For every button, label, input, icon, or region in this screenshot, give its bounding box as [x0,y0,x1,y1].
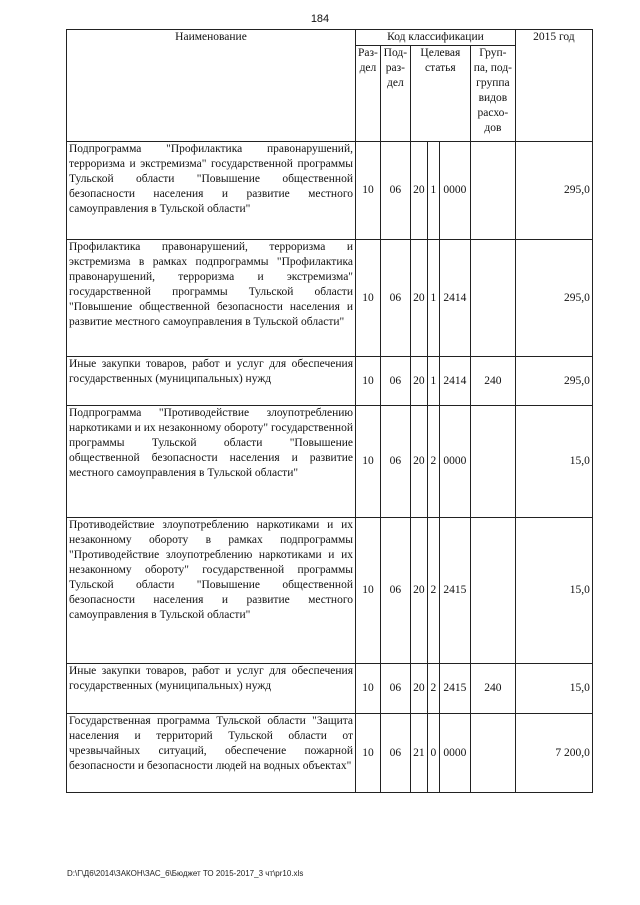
row-target-part-1: 21 [410,714,427,793]
row-expense-group [470,518,515,664]
table-row [67,240,593,357]
row-target-part-2: 1 [427,142,439,240]
row-target-part-1: 20 [410,664,427,714]
row-amount: 295,0 [515,240,592,357]
row-amount: 295,0 [515,357,592,406]
row-subsection: 06 [380,142,410,240]
header-classification: Код классификации [356,30,516,46]
table-row [67,406,593,518]
row-amount: 295,0 [515,142,592,240]
row-subsection: 06 [380,240,410,357]
row-target-part-3: 2415 [439,518,470,664]
row-target-part-1: 20 [410,518,427,664]
table-row [67,664,593,714]
row-name: Профилактика правонарушений, терроризма и экстремизма в рамках подпрограммы "Профилактика правонарушений, терроризма и экстремизма" государственной программы Тульской области "Повышение общественной безопасности населения и развитие местного самоуправления в Тульской области" [67,240,356,357]
header-expense-group: Груп- па, под- группа видов расхо- дов [470,46,515,142]
row-target-part-2: 2 [427,406,439,518]
row-name: Подпрограмма "Противодействие злоупотреблению наркотиками и их незаконному обороту" государственной программы Тульской области "Повышение общественной безопасности населения и развитие местного самоуправления в Тульской области" [67,406,356,518]
row-amount: 15,0 [515,518,592,664]
row-target-part-2: 2 [427,664,439,714]
row-target-part-1: 20 [410,142,427,240]
row-name: Иные закупки товаров, работ и услуг для обеспечения государственных (муниципальных) нужд [67,357,356,406]
table-row [67,518,593,664]
row-subsection: 06 [380,518,410,664]
row-target-part-3: 0000 [439,714,470,793]
budget-table [66,29,593,793]
header-name: Наименование [67,30,356,142]
row-subsection: 06 [380,664,410,714]
row-name: Противодействие злоупотреблению наркотиками и их незаконному обороту в рамках подпрограммы "Противодействие злоупотреблению наркотиками и их незаконному обороту" государственной программы Тульской области "Повышение общественной безопасности населения и развитие местного самоуправления в Тульской области" [67,518,356,664]
row-section: 10 [356,714,381,793]
row-target-part-2: 2 [427,518,439,664]
header-target-article: Целевая статья [410,46,470,142]
header-row-top [67,30,593,46]
row-amount: 15,0 [515,406,592,518]
row-target-part-3: 2415 [439,664,470,714]
row-target-part-2: 0 [427,714,439,793]
page-number: 184 [310,13,330,25]
row-amount: 7 200,0 [515,714,592,793]
header-section: Раз- дел [356,46,381,142]
row-target-part-3: 0000 [439,142,470,240]
row-target-part-1: 20 [410,357,427,406]
table-row [67,714,593,793]
row-name: Подпрограмма "Профилактика правонарушений, терроризма и экстремизма" государственной программы Тульской области "Повышение общественной безопасности населения и развитие местного самоуправления в Тульской области" [67,142,356,240]
row-subsection: 06 [380,714,410,793]
row-target-part-2: 1 [427,357,439,406]
row-name: Иные закупки товаров, работ и услуг для обеспечения государственных (муниципальных) нужд [67,664,356,714]
row-target-part-1: 20 [410,406,427,518]
header-subsection: Под- раз- дел [380,46,410,142]
row-target-part-3: 2414 [439,357,470,406]
row-target-part-3: 2414 [439,240,470,357]
row-target-part-2: 1 [427,240,439,357]
row-subsection: 06 [380,357,410,406]
row-subsection: 06 [380,406,410,518]
row-target-part-1: 20 [410,240,427,357]
row-expense-group [470,714,515,793]
row-section: 10 [356,357,381,406]
row-expense-group [470,142,515,240]
row-section: 10 [356,240,381,357]
table-row [67,142,593,240]
row-section: 10 [356,518,381,664]
header-year: 2015 год [515,30,592,142]
row-section: 10 [356,664,381,714]
row-expense-group [470,240,515,357]
row-expense-group: 240 [470,664,515,714]
row-name: Государственная программа Тульской области "Защита населения и территорий Тульской области от чрезвычайных ситуаций, обеспечение пожарной безопасности и безопасности людей на водных объектах" [67,714,356,793]
file-path-footer: D:\Г\Д6\2014\ЗАКОН\ЗАС_6\Бюджет ТО 2015-2017_3 чт\pr10.xls [67,869,304,878]
row-section: 10 [356,142,381,240]
row-section: 10 [356,406,381,518]
row-amount: 15,0 [515,664,592,714]
table-row [67,357,593,406]
row-expense-group [470,406,515,518]
row-expense-group: 240 [470,357,515,406]
row-target-part-3: 0000 [439,406,470,518]
